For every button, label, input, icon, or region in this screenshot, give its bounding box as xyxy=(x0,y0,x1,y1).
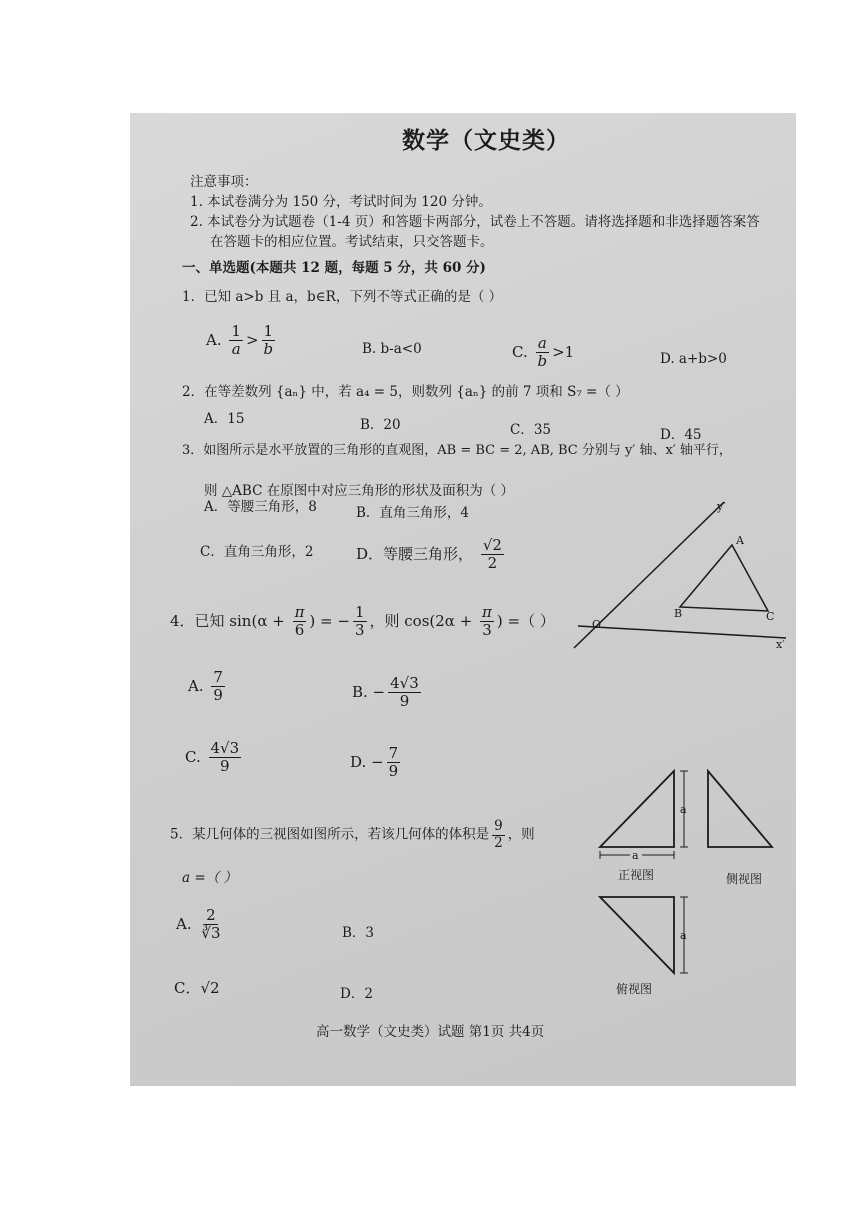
notice-item: 2. 本试卷分为试题卷（1-4 页）和答题卡两部分，试卷上不答题。请将选择题和非选择题答案答 xyxy=(190,214,760,230)
q3-option-a: A．等腰三角形，8 xyxy=(204,499,317,515)
front-view-triangle xyxy=(600,771,674,847)
fraction: $\frac{4√3}{9}$ xyxy=(210,739,240,776)
q5-option-d: D．2 xyxy=(340,986,373,1002)
q5-option-b: B．3 xyxy=(342,925,375,941)
q4-option-c: C. $\frac{4√3}{9}$ xyxy=(185,739,240,776)
x-axis-label: x′ xyxy=(776,638,785,651)
top-view-caption: 俯视图 xyxy=(616,982,653,996)
notice-heading: 注意事项： xyxy=(190,174,258,190)
question-2-stem: 2．在等差数列 {aₙ} 中，若 a₄ = 5，则数列 {aₙ} 的前 7 项和 S₇ =（ ） xyxy=(182,384,629,400)
q2-option-d: D．45 xyxy=(660,427,702,443)
vertex-c-label: C xyxy=(766,610,775,623)
fraction: $\frac{9}{2}$ xyxy=(494,818,503,851)
q1-option-d: D. a+b>0 xyxy=(660,351,727,367)
fraction: $\frac{2}{∛3}$ xyxy=(201,906,221,943)
dimension-a-label: a xyxy=(632,849,639,862)
dimension-a-label: a xyxy=(680,803,687,816)
exam-page xyxy=(130,113,796,1086)
x-axis-line xyxy=(578,626,786,638)
fraction: $\frac{a}{b}$ xyxy=(537,334,548,371)
fraction: $\frac{√2}{2}$ xyxy=(482,536,502,573)
fraction: $\frac{7}{9}$ xyxy=(213,668,223,705)
side-view-caption: 侧视图 xyxy=(726,872,763,886)
dimension-a-label: a xyxy=(680,929,687,942)
y-axis-label: y′ xyxy=(717,500,726,513)
top-view-triangle xyxy=(600,897,674,973)
q1-option-b: B. b-a<0 xyxy=(362,341,422,357)
vertex-b-label: B xyxy=(674,607,683,620)
page-title: 数学（文史类） xyxy=(402,127,570,154)
front-view-caption: 正视图 xyxy=(618,868,655,882)
question-3-stem-2: 则 △ABC 在原图中对应三角形的形状及面积为（ ） xyxy=(204,483,515,499)
vertex-a-label: A xyxy=(736,534,744,547)
question-5-stem: 5．某几何体的三视图如图所示，若该几何体的体积是 $\frac{9}{2}$ ，则 xyxy=(170,818,535,851)
q3-option-d: D．等腰三角形， $\frac{√2}{2}$ xyxy=(356,536,502,573)
fraction: $\frac{4√3}{9}$ xyxy=(390,674,419,711)
question-4-stem: 4．已知 sin(α + $\frac{\pi}{6}$ ) = − $\frac{1}{3}$ ，则 cos(2α + $\frac{\pi}{3}$ ) =（ ） xyxy=(170,603,555,640)
fraction: $\frac{\pi}{6}$ xyxy=(294,603,305,640)
q4-option-d: D. − $\frac{7}{9}$ xyxy=(350,744,399,781)
fraction: $\frac{1}{b}$ xyxy=(263,322,274,359)
q5-option-a: A. $\frac{2}{∛3}$ xyxy=(176,906,221,943)
q2-option-c: C．35 xyxy=(510,422,552,438)
three-view-figure xyxy=(596,767,796,1007)
side-view-triangle xyxy=(708,771,772,847)
fraction: $\frac{\pi}{3}$ xyxy=(482,603,492,640)
oblique-triangle-figure xyxy=(570,498,790,658)
triangle-abc xyxy=(680,545,768,611)
question-1-stem: 1．已知 a>b 且 a，b∈R，下列不等式正确的是（ ） xyxy=(182,289,503,305)
q5-option-c: C．√2 xyxy=(174,979,220,997)
notice-item: 1. 本试卷满分为 150 分，考试时间为 120 分钟。 xyxy=(190,194,492,210)
q2-option-b: B．20 xyxy=(360,417,401,433)
q4-option-a: A. $\frac{7}{9}$ xyxy=(188,668,223,705)
q3-option-c: C．直角三角形，2 xyxy=(200,544,314,560)
notice-item: 在答题卡的相应位置。考试结束，只交答题卡。 xyxy=(210,234,494,250)
q1-option-a: A. $\frac{1}{a}$ > $\frac{1}{b}$ xyxy=(206,322,274,359)
fraction: $\frac{1}{3}$ xyxy=(354,603,365,640)
fraction: $\frac{7}{9}$ xyxy=(388,744,399,781)
question-5-stem-2: a =（ ） xyxy=(182,870,237,886)
page-footer: 高一数学（文史类）试题 第1页 共4页 xyxy=(316,1024,545,1040)
q3-option-b: B．直角三角形，4 xyxy=(356,505,470,521)
q4-option-b: B. − $\frac{4√3}{9}$ xyxy=(352,674,419,711)
section-heading: 一、单选题(本题共 12 题，每题 5 分，共 60 分) xyxy=(182,260,486,276)
q2-option-a: A．15 xyxy=(204,411,245,427)
fraction: $\frac{1}{a}$ xyxy=(231,322,241,359)
question-3-stem: 3．如图所示是水平放置的三角形的直观图，AB = BC = 2, AB, BC 分别与 y′ 轴、x′ 轴平行， xyxy=(182,443,732,458)
origin-label: O′ xyxy=(592,618,604,631)
q1-option-c: C. $\frac{a}{b}$ >1 xyxy=(512,334,575,371)
